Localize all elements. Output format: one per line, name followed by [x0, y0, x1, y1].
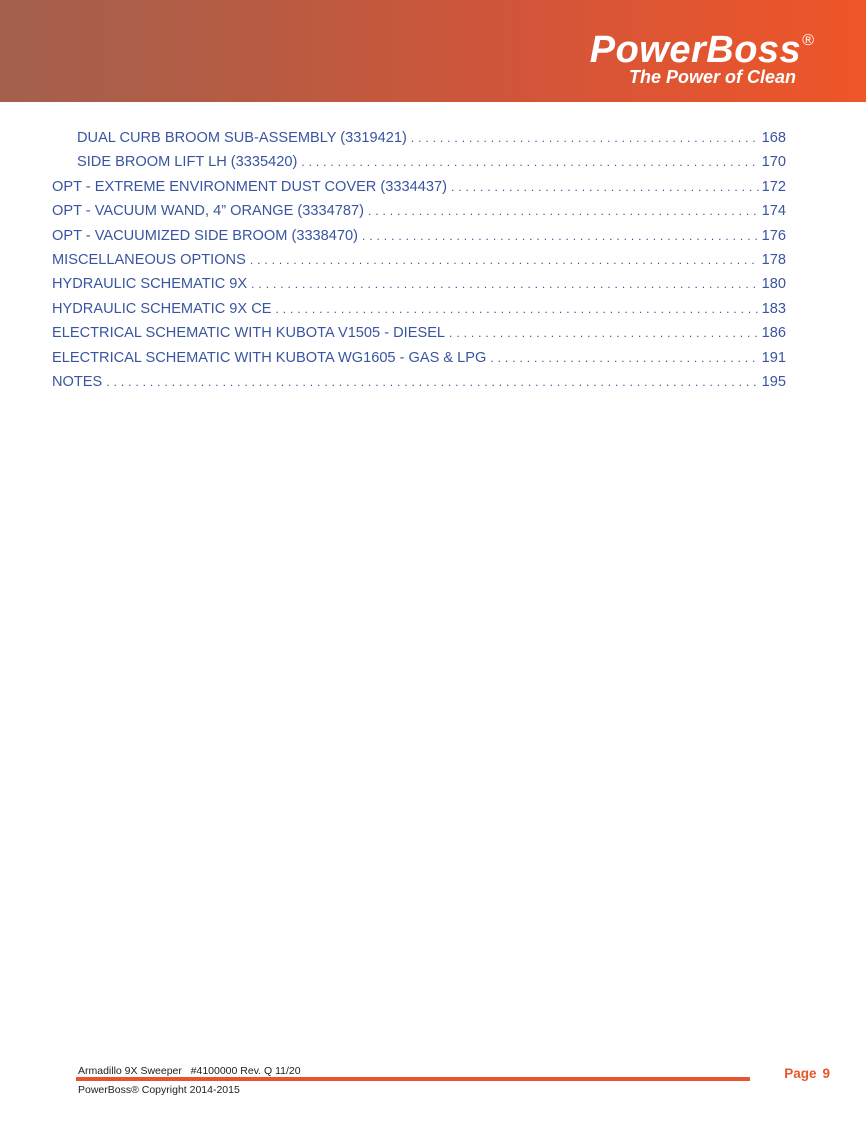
toc-entry-page: 183	[761, 300, 786, 317]
toc-entry-title: SIDE BROOM LIFT LH (3335420)	[77, 154, 298, 171]
toc-dot-leader	[106, 375, 758, 389]
toc-entry-title: OPT - EXTREME ENVIRONMENT DUST COVER (3334437)	[52, 178, 447, 195]
toc-entry-title: DUAL CURB BROOM SUB-ASSEMBLY (3319421)	[77, 130, 407, 146]
toc-entry-title: NOTES	[52, 373, 103, 390]
toc-entry-page: 178	[761, 251, 786, 268]
toc-entry-title: OPT - VACUUMIZED SIDE BROOM (3338470)	[52, 227, 358, 244]
toc-dot-leader	[251, 277, 758, 291]
footer-page-value: 9	[822, 1066, 830, 1081]
toc-entry-title: HYDRAULIC SCHEMATIC 9X	[52, 276, 248, 293]
toc-entry[interactable]	[52, 301, 786, 325]
toc-entry-title: MISCELLANEOUS OPTIONS	[52, 251, 246, 268]
toc-dot-leader	[490, 351, 758, 365]
toc-dot-leader	[301, 155, 758, 169]
toc-dot-leader	[362, 229, 759, 243]
toc-entry[interactable]	[52, 374, 786, 398]
toc-entry-title: ELECTRICAL SCHEMATIC WITH KUBOTA WG1605 - GAS & LPG	[52, 349, 487, 366]
toc-entry[interactable]	[52, 350, 786, 374]
toc-entry-page: 168	[761, 130, 786, 146]
toc-entry-page: 176	[761, 227, 786, 244]
footer-divider-bar	[76, 1077, 750, 1081]
toc-entry-title: HYDRAULIC SCHEMATIC 9X CE	[52, 300, 272, 317]
toc-entry-title: OPT - VACUUM WAND, 4” ORANGE (3334787)	[52, 203, 364, 220]
toc-entry-page: 186	[761, 325, 786, 342]
toc-entry-page: 191	[761, 349, 786, 366]
toc-entry[interactable]	[52, 325, 786, 349]
toc-entry-page: 170	[761, 154, 786, 171]
toc-entry-title: ELECTRICAL SCHEMATIC WITH KUBOTA V1505 - DIESEL	[52, 325, 446, 342]
logo-brand-text: PowerBoss	[589, 29, 802, 71]
toc-entry[interactable]	[52, 276, 786, 300]
logo-tagline: The Power of Clean	[628, 67, 796, 87]
page-header-banner	[0, 0, 866, 102]
toc-entry[interactable]	[52, 179, 786, 203]
toc-entry-page: 180	[761, 276, 786, 293]
footer-document-info: Armadillo 9X Sweeper #4100000 Rev. Q 11/20	[78, 1065, 301, 1077]
footer-copyright: PowerBoss® Copyright 2014-2015	[78, 1084, 240, 1096]
powerboss-logo	[590, 30, 814, 86]
toc-entry[interactable]	[52, 252, 786, 276]
table-of-contents	[52, 130, 786, 398]
toc-dot-leader	[275, 302, 758, 316]
toc-entry[interactable]	[52, 130, 786, 154]
toc-entry[interactable]	[52, 228, 786, 252]
toc-entry-page: 174	[761, 203, 786, 220]
footer-page-label: Page	[784, 1066, 817, 1081]
toc-dot-leader	[411, 131, 759, 145]
toc-dot-leader	[451, 180, 759, 194]
toc-entry-page: 195	[761, 373, 786, 390]
toc-entry[interactable]	[52, 203, 786, 227]
toc-dot-leader	[449, 326, 759, 340]
toc-dot-leader	[368, 204, 759, 218]
logo-registered-mark: ®	[802, 32, 814, 49]
toc-entry[interactable]	[52, 154, 786, 178]
toc-entry-page: 172	[761, 178, 786, 195]
toc-dot-leader	[250, 253, 759, 267]
footer-page-number	[784, 1066, 830, 1081]
